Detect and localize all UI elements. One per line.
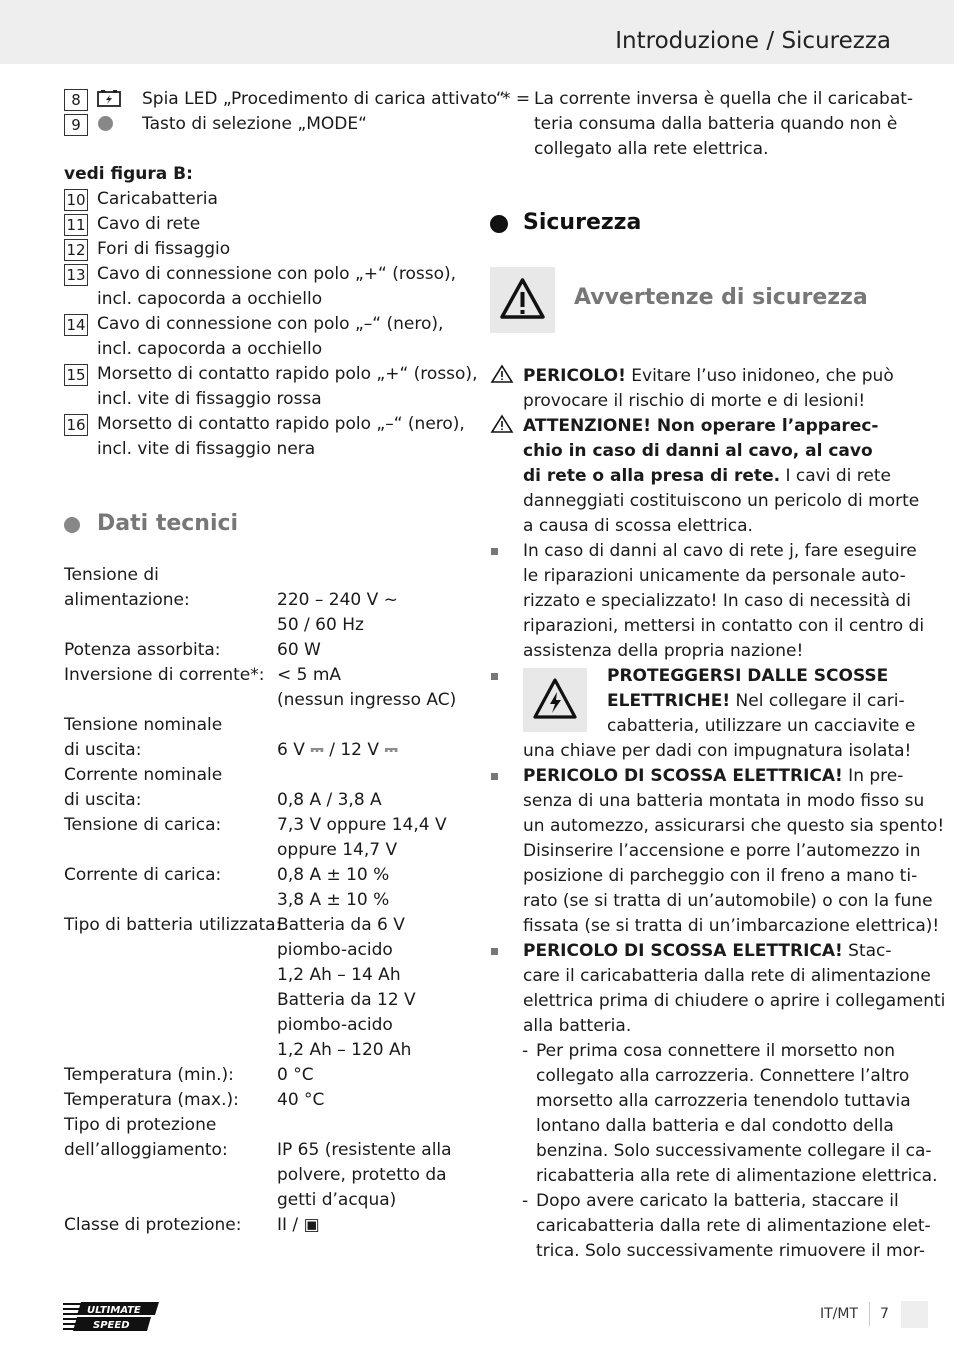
scossa1-line: Disinserire l’accensione e porre l’automezzo in bbox=[523, 841, 921, 861]
scossa1-line1 bbox=[523, 764, 903, 789]
item-text: Cavo di rete bbox=[97, 214, 201, 234]
item-number: 12 bbox=[64, 239, 88, 261]
attenzione-line2: chio in caso di danni al cavo, al cavo bbox=[523, 441, 873, 461]
list-bullet bbox=[491, 548, 498, 555]
danni-line: riparazioni, mettersi in contatto con il centro di bbox=[523, 616, 925, 636]
dash2-line: caricabatteria dalla rete di alimentazione elet- bbox=[536, 1216, 931, 1236]
list-bullet bbox=[491, 673, 498, 680]
item-text: Morsetto di contatto rapido polo „–“ (nero), bbox=[97, 414, 465, 434]
item-label: Tasto di selezione „MODE“ bbox=[142, 114, 367, 134]
item-number: 8 bbox=[64, 89, 88, 111]
dash1-line: ricabatteria alla rete di alimentazione elettrica. bbox=[536, 1166, 938, 1186]
logo-text-speed: SPEED bbox=[93, 1320, 130, 1331]
brand-logo bbox=[63, 1300, 163, 1332]
danni-line: rizzato e specializzato! In caso di necessità di bbox=[523, 591, 911, 611]
item-number: 9 bbox=[64, 114, 88, 136]
spec-value: 0 °C bbox=[277, 1065, 314, 1085]
page-number: 7 bbox=[880, 1306, 889, 1322]
small-warning-icon bbox=[490, 414, 514, 434]
spec-value: piombo-acido bbox=[277, 1015, 393, 1035]
scossa1-text: In pre- bbox=[842, 766, 904, 786]
danni-line: In caso di danni al cavo di rete j, fare eseguire bbox=[523, 541, 917, 561]
attenzione-text: I cavi di rete bbox=[780, 466, 891, 486]
spec-label: Inversione di corrente*: bbox=[64, 665, 265, 685]
dash2-line: trica. Solo successivamente rimuovere il mor- bbox=[536, 1241, 925, 1261]
logo-text-ultimate: ULTIMATE bbox=[87, 1305, 141, 1316]
proteggersi-line3: cabatteria, utilizzare un cacciavite e bbox=[607, 716, 916, 736]
spec-value: 50 / 60 Hz bbox=[277, 615, 364, 635]
spec-value: < 5 mA bbox=[277, 665, 342, 685]
page-title: Introduzione / Sicurezza bbox=[615, 28, 891, 54]
scossa2-bold: PERICOLO DI SCOSSA ELETTRICA! bbox=[523, 941, 843, 961]
dash1-line: benzina. Solo successivamente collegare il ca- bbox=[536, 1141, 932, 1161]
footnote-line: collegato alla rete elettrica. bbox=[534, 139, 769, 159]
list-bullet bbox=[491, 773, 498, 780]
spec-value: Batteria da 6 V bbox=[277, 915, 405, 935]
spec-value: (nessun ingresso AC) bbox=[277, 690, 457, 710]
scossa2-line: alla batteria. bbox=[523, 1016, 632, 1036]
dash-marker: - bbox=[522, 1191, 529, 1211]
spec-value: oppure 14,7 V bbox=[277, 840, 398, 860]
scossa1-line: rato (se si tratta di un’automobile) o con la fune bbox=[523, 891, 933, 911]
scossa1-line: un automezzo, assicurarsi che questo sia spento! bbox=[523, 816, 945, 836]
mode-button-icon bbox=[98, 116, 113, 131]
section-bullet-icon bbox=[490, 215, 508, 233]
language-code: IT/MT bbox=[820, 1306, 859, 1322]
spec-label: Tipo di protezione bbox=[64, 1115, 217, 1135]
section-heading-avvertenze: Avvertenze di sicurezza bbox=[574, 285, 868, 310]
item-text: incl. capocorda a occhiello bbox=[97, 289, 323, 309]
spec-label: Temperatura (min.): bbox=[64, 1065, 234, 1085]
spec-value: 1,2 Ah – 14 Ah bbox=[277, 965, 401, 985]
dash1-line: morsetto alla carrozzeria tenendolo tuttavia bbox=[536, 1091, 911, 1111]
spec-value: 3,8 A ± 10 % bbox=[277, 890, 390, 910]
proteggersi-line4: una chiave per dadi con impugnatura isolata! bbox=[523, 741, 912, 761]
proteggersi-text: Nel collegare il cari- bbox=[730, 691, 905, 711]
attenzione-bold: di rete o alla presa di rete. bbox=[523, 466, 781, 486]
item-text: incl. capocorda a occhiello bbox=[97, 339, 323, 359]
scossa2-line: care il caricabatteria dalla rete di alimentazione bbox=[523, 966, 931, 986]
item-text: incl. vite di fissaggio nera bbox=[97, 439, 316, 459]
spec-label: Temperatura (max.): bbox=[64, 1090, 239, 1110]
spec-value: 220 – 240 V ~ bbox=[277, 590, 398, 610]
attenzione-line5: a causa di scossa elettrica. bbox=[523, 516, 753, 536]
footnote-marker: * = bbox=[502, 89, 531, 109]
spec-value: 60 W bbox=[277, 640, 321, 660]
spec-label: Potenza assorbita: bbox=[64, 640, 221, 660]
figure-b-heading: vedi figura B: bbox=[64, 164, 193, 184]
spec-value: IP 65 (resistente alla bbox=[277, 1140, 452, 1160]
list-bullet bbox=[491, 948, 498, 955]
dash2-line: Dopo avere caricato la batteria, staccare il bbox=[536, 1191, 899, 1211]
attenzione-line3 bbox=[523, 464, 891, 489]
item-number: 11 bbox=[64, 214, 88, 236]
spec-label: Corrente nominale bbox=[64, 765, 223, 785]
spec-value: II / ▣ bbox=[277, 1215, 320, 1235]
scossa1-bold: PERICOLO DI SCOSSA ELETTRICA! bbox=[523, 766, 843, 786]
scossa1-line: posizione di parcheggio con il freno a mano ti- bbox=[523, 866, 918, 886]
scossa1-line: senza di una batteria montata in modo fisso su bbox=[523, 791, 925, 811]
footer-divider bbox=[869, 1302, 870, 1326]
danni-line: le riparazioni unicamente da personale auto- bbox=[523, 566, 906, 586]
spec-value: 1,2 Ah – 120 Ah bbox=[277, 1040, 412, 1060]
section-heading-dati-tecnici: Dati tecnici bbox=[97, 511, 239, 536]
footnote-line: La corrente inversa è quella che il caricabat- bbox=[534, 89, 914, 109]
electric-shock-warning-icon bbox=[523, 668, 587, 732]
spec-label: Classe di protezione: bbox=[64, 1215, 242, 1235]
proteggersi-bold: ELETTRICHE! bbox=[607, 691, 731, 711]
spec-label: alimentazione: bbox=[64, 590, 190, 610]
led-charging-icon bbox=[97, 89, 121, 107]
attenzione-line4: danneggiati costituiscono un pericolo di morte bbox=[523, 491, 920, 511]
spec-label: Corrente di carica: bbox=[64, 865, 222, 885]
item-text: Cavo di connessione con polo „+“ (rosso), bbox=[97, 264, 457, 284]
item-text: incl. vite di fissaggio rossa bbox=[97, 389, 322, 409]
proteggersi-line1: PROTEGGERSI DALLE SCOSSE bbox=[607, 666, 889, 686]
item-number: 10 bbox=[64, 189, 88, 211]
item-number: 14 bbox=[64, 314, 88, 336]
spec-label: Tensione di carica: bbox=[64, 815, 222, 835]
spec-value: getti d’acqua) bbox=[277, 1190, 397, 1210]
item-number: 15 bbox=[64, 364, 88, 386]
item-text: Cavo di connessione con polo „–“ (nero), bbox=[97, 314, 444, 334]
scossa2-text: Stac- bbox=[842, 941, 892, 961]
item-text: Morsetto di contatto rapido polo „+“ (rosso), bbox=[97, 364, 478, 384]
dash1-line: lontano dalla batteria e dal condotto della bbox=[536, 1116, 894, 1136]
attenzione-line1: ATTENZIONE! Non operare l’apparec- bbox=[523, 416, 879, 436]
spec-value: piombo-acido bbox=[277, 940, 393, 960]
item-text: Fori di fissaggio bbox=[97, 239, 231, 259]
dash-marker: - bbox=[522, 1041, 529, 1061]
spec-value: 7,3 V oppure 14,4 V bbox=[277, 815, 447, 835]
footer-tab bbox=[901, 1301, 928, 1328]
spec-value: 0,8 A / 3,8 A bbox=[277, 790, 382, 810]
small-warning-icon bbox=[490, 364, 514, 384]
scossa1-line: fissata (se si tratta di un’imbarcazione elettrica)! bbox=[523, 916, 940, 936]
dash1-line: collegato alla carrozzeria. Connettere l’altro bbox=[536, 1066, 910, 1086]
proteggersi-line2 bbox=[607, 689, 905, 714]
footnote-line: teria consuma dalla batteria quando non è bbox=[534, 114, 898, 134]
spec-value: Batteria da 12 V bbox=[277, 990, 416, 1010]
pericolo-text: Evitare l’uso inidoneo, che può bbox=[625, 366, 894, 386]
item-number: 13 bbox=[64, 264, 88, 286]
pericolo-line1 bbox=[523, 364, 894, 389]
spec-value: polvere, protetto da bbox=[277, 1165, 447, 1185]
item-label: Spia LED „Procedimento di carica attivato“ bbox=[142, 89, 505, 109]
scossa2-line: elettrica prima di chiudere o aprire i collegamenti bbox=[523, 991, 946, 1011]
section-heading-sicurezza: Sicurezza bbox=[523, 210, 642, 235]
spec-value: 40 °C bbox=[277, 1090, 325, 1110]
spec-value: 6 V ⎓ / 12 V ⎓ bbox=[277, 740, 398, 760]
danni-line: assistenza della propria nazione! bbox=[523, 641, 804, 661]
spec-label: di uscita: bbox=[64, 790, 142, 810]
spec-label: di uscita: bbox=[64, 740, 142, 760]
spec-label: Tensione di bbox=[64, 565, 159, 585]
warning-icon bbox=[490, 267, 555, 333]
spec-label: dell’alloggiamento: bbox=[64, 1140, 228, 1160]
dash1-line: Per prima cosa connettere il morsetto non bbox=[536, 1041, 896, 1061]
item-number: 16 bbox=[64, 414, 88, 436]
pericolo-label: PERICOLO! bbox=[523, 366, 626, 386]
section-bullet-icon bbox=[64, 517, 80, 533]
scossa2-line1 bbox=[523, 939, 892, 964]
pericolo-line2: provocare il rischio di morte e di lesioni! bbox=[523, 391, 866, 411]
spec-label: Tipo di batteria utilizzata: bbox=[64, 915, 282, 935]
spec-label: Tensione nominale bbox=[64, 715, 223, 735]
spec-value: 0,8 A ± 10 % bbox=[277, 865, 390, 885]
item-text: Caricabatteria bbox=[97, 189, 218, 209]
